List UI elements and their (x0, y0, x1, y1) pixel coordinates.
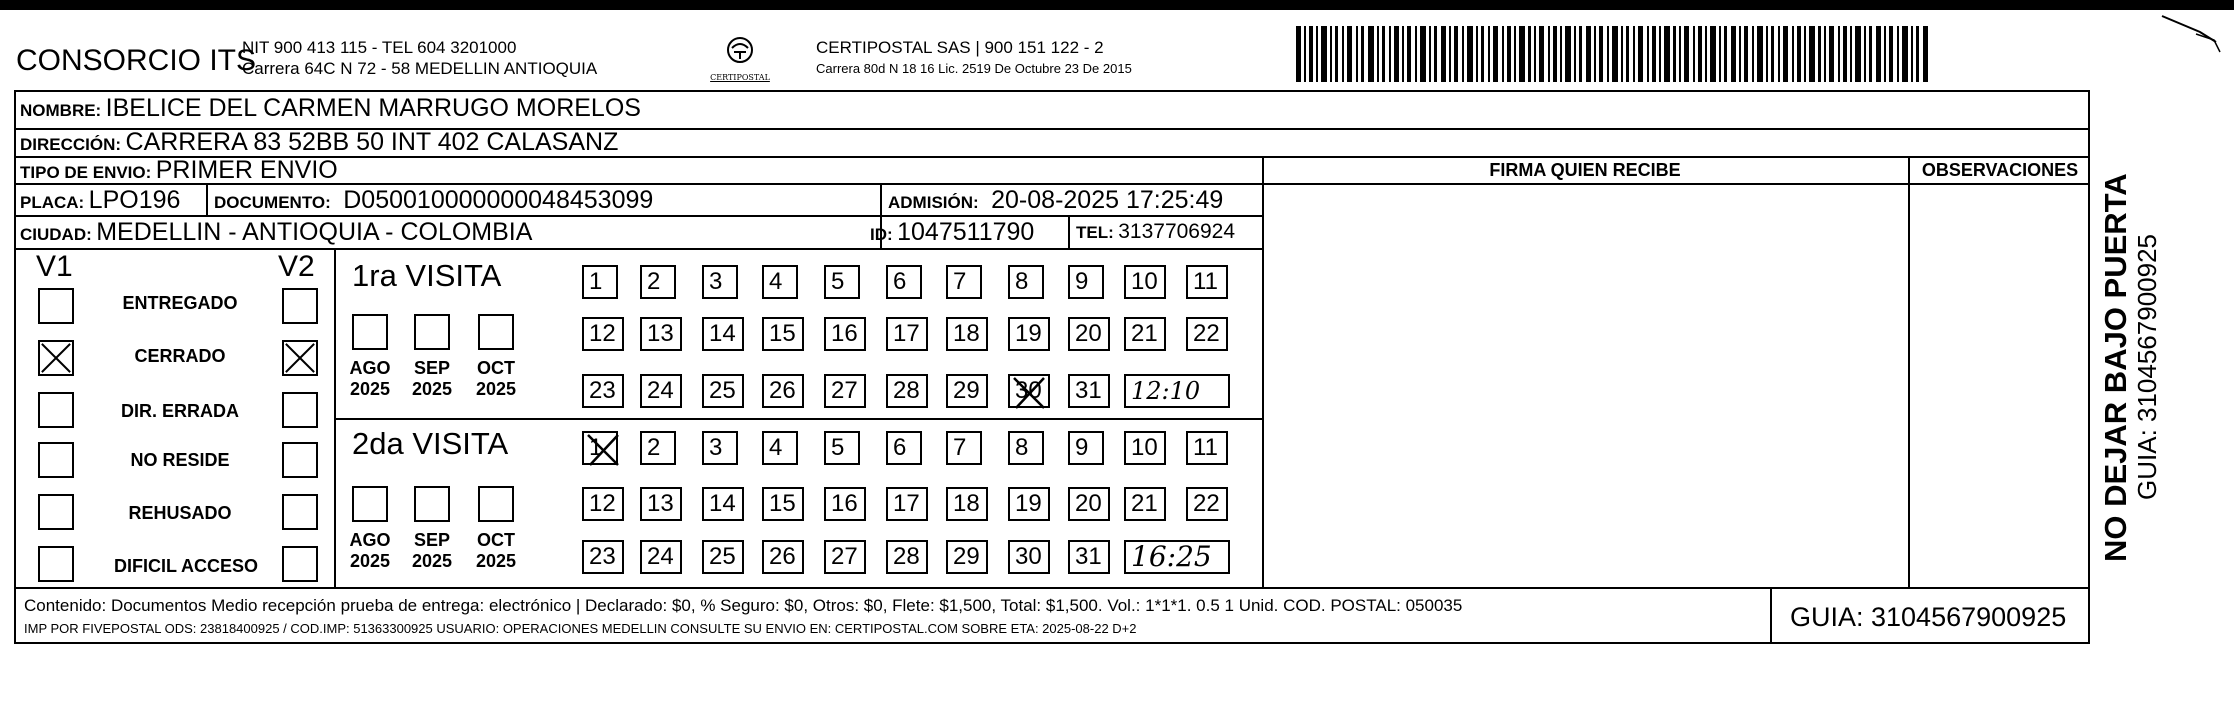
visit-1-day-23-box[interactable]: 23 (582, 374, 624, 408)
visit-2-day-15-box[interactable]: 15 (762, 487, 804, 521)
documento-label: DOCUMENTO: (214, 193, 331, 212)
visit-2-day-28-box[interactable]: 28 (886, 540, 928, 574)
v1-no-reside-checkbox[interactable] (38, 442, 74, 478)
visit-2-day-21-box[interactable]: 21 (1124, 487, 1166, 521)
ciudad-cell (20, 218, 532, 247)
reason-entregado: ENTREGADO (122, 293, 238, 313)
v2-no-reside-checkbox[interactable] (282, 442, 318, 478)
company-address: Carrera 64C N 72 - 58 MEDELLIN ANTIOQUIA (242, 59, 598, 78)
certipostal-logo (700, 36, 780, 82)
reason-dificil-acceso: DIFICIL ACCESO (113, 556, 258, 576)
month-year: 2025 (475, 379, 517, 399)
visit-2-day-16-box[interactable]: 16 (824, 487, 866, 521)
footer-imp: IMP POR FIVEPOSTAL ODS: 23818400925 / COD.IMP: 51363300925 USUARIO: OPERACIONES MEDELLIN CONSULTE SU ENVIO EN: CERTIPOSTAL.COM SOBRE ETA: 2025-08-22 D+2 (24, 621, 1137, 636)
nombre-value: IBELICE DEL CARMEN MARRUGO MORELOS (105, 94, 641, 122)
placa-cell (20, 186, 180, 215)
v1-cerrado-checkbox[interactable] (38, 340, 74, 376)
visit-2-day-1-box[interactable]: 1 (582, 431, 618, 465)
visit-2-day-6-box[interactable]: 6 (886, 431, 922, 465)
month-name: OCT (477, 358, 515, 378)
v1-dir-errada-checkbox[interactable] (38, 392, 74, 428)
visit-1-day-25-box[interactable]: 25 (702, 374, 744, 408)
month-year: 2025 (475, 551, 517, 571)
v2-entregado-checkbox[interactable] (282, 288, 318, 324)
visit-2-day-23-box[interactable]: 23 (582, 540, 624, 574)
admision-label: ADMISIÓN: (888, 193, 979, 212)
visit-2-month-ago-label (348, 530, 392, 572)
divider (206, 183, 208, 215)
divider (1770, 587, 1772, 644)
visit-2-day-3-box[interactable]: 3 (702, 431, 738, 465)
reason-dir-errada: DIR. ERRADA (120, 401, 239, 421)
divider (334, 418, 1262, 420)
visit-1-day-12-box[interactable]: 12 (582, 317, 624, 351)
reason-rehusado: REHUSADO (128, 503, 232, 523)
month-year: 2025 (349, 379, 391, 399)
v2-header: V2 (278, 250, 315, 283)
visit-2-day-31-box[interactable]: 31 (1068, 540, 1110, 574)
visit-1-day-26-box[interactable]: 26 (762, 374, 804, 408)
visit-2-day-17-box[interactable]: 17 (886, 487, 928, 521)
visit-1-day-31-box[interactable]: 31 (1068, 374, 1110, 408)
visit-1-month-sep-checkbox[interactable] (414, 314, 450, 350)
v2-dir-errada-checkbox[interactable] (282, 392, 318, 428)
visit-1-day-9-box[interactable]: 9 (1068, 265, 1104, 299)
month-year: 2025 (349, 551, 391, 571)
footer-contenido: Contenido: Documentos Medio recepción prueba de entrega: electrónico | Declarado: $0, % Seguro: $0, Otros: $0, Flete: $1,500, Total: $1,500. Vol.: 1*1*1. 0.5 1 Unid. COD. POSTAL: 050035 (24, 596, 1463, 615)
visit-1-day-2-box[interactable]: 2 (640, 265, 676, 299)
v1-dificil-acceso-checkbox[interactable] (38, 546, 74, 582)
courier-name: CERTIPOSTAL SAS | 900 151 122 - 2 (816, 38, 1104, 57)
visit-2-day-27-box[interactable]: 27 (824, 540, 866, 574)
visit-2-time-box[interactable]: 16:25 (1124, 540, 1230, 574)
v1-entregado-checkbox[interactable] (38, 288, 74, 324)
visit-2-month-oct-label (474, 530, 518, 572)
visit-2-day-29-box[interactable]: 29 (946, 540, 988, 574)
visit-2-day-12-box[interactable]: 12 (582, 487, 624, 521)
visit-2-day-10-box[interactable]: 10 (1124, 431, 1166, 465)
month-name: SEP (413, 358, 451, 378)
direccion-value: CARRERA 83 52BB 50 INT 402 CALASANZ (125, 128, 619, 156)
visit-1-title: 1ra VISITA (352, 258, 502, 293)
visit-2-title: 2da VISITA (352, 426, 509, 461)
visit-1-day-27-box[interactable]: 27 (824, 374, 866, 408)
month-name: OCT (477, 530, 515, 550)
observaciones-header: OBSERVACIONES (1921, 160, 2079, 180)
visit-1-time-box[interactable]: 12:10 (1124, 374, 1230, 408)
x-mark-icon (584, 433, 624, 467)
tel-cell (1076, 220, 1235, 244)
visit-1-day-24-box[interactable]: 24 (640, 374, 682, 408)
documento-cell (214, 186, 653, 215)
visit-1-day-1-box[interactable]: 1 (582, 265, 618, 299)
corner-mark (2160, 12, 2230, 62)
divider (334, 248, 336, 587)
visit-2-month-ago-checkbox[interactable] (352, 486, 388, 522)
visit-2-day-24-box[interactable]: 24 (640, 540, 682, 574)
visit-1-day-22-box[interactable]: 22 (1186, 317, 1228, 351)
courier-license: Carrera 80d N 18 16 Lic. 2519 De Octubre 23 De 2015 (816, 61, 1132, 76)
nombre-row (20, 94, 641, 123)
admision-cell (888, 186, 1223, 215)
v2-dificil-acceso-checkbox[interactable] (282, 546, 318, 582)
logo-icon (720, 36, 760, 68)
visit-1-day-20-box[interactable]: 20 (1068, 317, 1110, 351)
visit-1-day-6-box[interactable]: 6 (886, 265, 922, 299)
visit-1-month-oct-label (474, 358, 518, 400)
month-name: SEP (413, 530, 451, 550)
id-value: 1047511790 (897, 218, 1035, 246)
divider (14, 215, 1262, 217)
visit-2-month-sep-label (410, 530, 454, 572)
id-cell (870, 218, 1034, 247)
visit-1-day-13-box[interactable]: 13 (640, 317, 682, 351)
id-label: ID: (870, 225, 893, 244)
visit-2-day-7-box[interactable]: 7 (946, 431, 982, 465)
visit-1-day-16-box[interactable]: 16 (824, 317, 866, 351)
visit-2-month-oct-checkbox[interactable] (478, 486, 514, 522)
visit-2-day-5-box[interactable]: 5 (824, 431, 860, 465)
ciudad-label: CIUDAD: (20, 225, 92, 244)
tipo-value: PRIMER ENVIO (155, 156, 338, 184)
tel-label: TEL: (1076, 223, 1114, 242)
reason-no-reside: NO RESIDE (130, 450, 230, 470)
visit-1-day-7-box[interactable]: 7 (946, 265, 982, 299)
visit-1-month-ago-checkbox[interactable] (352, 314, 388, 350)
visit-2-day-22-box[interactable]: 22 (1186, 487, 1228, 521)
placa-label: PLACA: (20, 193, 85, 212)
visit-1-day-21-box[interactable]: 21 (1124, 317, 1166, 351)
visit-1-day-17-box[interactable]: 17 (886, 317, 928, 351)
visit-1-day-11-box[interactable]: 11 (1186, 265, 1228, 299)
visit-1-day-30-box[interactable]: 30 (1008, 374, 1050, 408)
divider (1262, 183, 2090, 185)
logo-text: CERTIPOSTAL (710, 73, 770, 82)
v1-rehusado-checkbox[interactable] (38, 494, 74, 530)
visit-1-day-4-box[interactable]: 4 (762, 265, 798, 299)
visit-1-day-14-box[interactable]: 14 (702, 317, 744, 351)
visit-1-day-8-box[interactable]: 8 (1008, 265, 1044, 299)
top-border (0, 0, 2234, 10)
visit-1-day-28-box[interactable]: 28 (886, 374, 928, 408)
visit-2-day-30-box[interactable]: 30 (1008, 540, 1050, 574)
visit-2-day-20-box[interactable]: 20 (1068, 487, 1110, 521)
divider (1068, 215, 1070, 248)
visit-1-month-sep-label (410, 358, 454, 400)
month-year: 2025 (411, 551, 453, 571)
visit-2-day-2-box[interactable]: 2 (640, 431, 676, 465)
visit-1-month-oct-checkbox[interactable] (478, 314, 514, 350)
divider (1908, 156, 1910, 587)
visit-1-day-18-box[interactable]: 18 (946, 317, 988, 351)
reason-cerrado: CERRADO (134, 346, 226, 366)
visit-2-day-8-box[interactable]: 8 (1008, 431, 1044, 465)
visit-2-month-sep-checkbox[interactable] (414, 486, 450, 522)
visit-2-day-14-box[interactable]: 14 (702, 487, 744, 521)
placa-value: LPO196 (88, 186, 181, 214)
visit-2-day-13-box[interactable]: 13 (640, 487, 682, 521)
visit-1-day-10-box[interactable]: 10 (1124, 265, 1166, 299)
side-guia: GUIA: 3104567900925 (2132, 234, 2162, 500)
ciudad-value: MEDELLIN - ANTIOQUIA - COLOMBIA (96, 218, 533, 246)
tipo-label: TIPO DE ENVIO: (20, 163, 152, 182)
v1-header: V1 (36, 250, 73, 283)
direccion-label: DIRECCIÓN: (20, 135, 122, 154)
firma-header: FIRMA QUIEN RECIBE (1489, 160, 1681, 180)
month-name: AGO (349, 530, 391, 550)
visit-1-day-19-box[interactable]: 19 (1008, 317, 1050, 351)
visit-1-month-ago-label (348, 358, 392, 400)
tipo-row (20, 156, 338, 185)
company-nit: NIT 900 413 115 - TEL 604 3201000 (242, 38, 517, 57)
x-mark-icon (1010, 376, 1050, 410)
divider (1262, 156, 1264, 587)
divider (14, 248, 1262, 250)
visit-2-day-25-box[interactable]: 25 (702, 540, 744, 574)
visit-2-day-26-box[interactable]: 26 (762, 540, 804, 574)
visit-1-day-29-box[interactable]: 29 (946, 374, 988, 408)
divider (14, 587, 2090, 589)
side-warning: NO DEJAR BAJO PUERTA (2098, 173, 2133, 562)
visit-2-day-9-box[interactable]: 9 (1068, 431, 1104, 465)
tel-value: 3137706924 (1118, 220, 1236, 243)
admision-value: 20-08-2025 17:25:49 (991, 186, 1224, 214)
barcode-image (1296, 26, 1928, 82)
month-year: 2025 (411, 379, 453, 399)
visit-2-day-4-box[interactable]: 4 (762, 431, 798, 465)
nombre-label: NOMBRE: (20, 101, 102, 120)
footer-guia: GUIA: 3104567900925 (1790, 602, 2067, 632)
visit-2-day-18-box[interactable]: 18 (946, 487, 988, 521)
documento-value: D050010000000048453099 (343, 186, 654, 214)
direccion-row (20, 128, 618, 157)
visit-2-day-11-box[interactable]: 11 (1186, 431, 1228, 465)
v2-cerrado-checkbox[interactable] (282, 340, 318, 376)
v2-rehusado-checkbox[interactable] (282, 494, 318, 530)
month-name: AGO (349, 358, 391, 378)
visit-1-day-15-box[interactable]: 15 (762, 317, 804, 351)
company-name: CONSORCIO ITS (16, 44, 257, 77)
visit-1-day-3-box[interactable]: 3 (702, 265, 738, 299)
visit-1-day-5-box[interactable]: 5 (824, 265, 860, 299)
visit-2-day-19-box[interactable]: 19 (1008, 487, 1050, 521)
